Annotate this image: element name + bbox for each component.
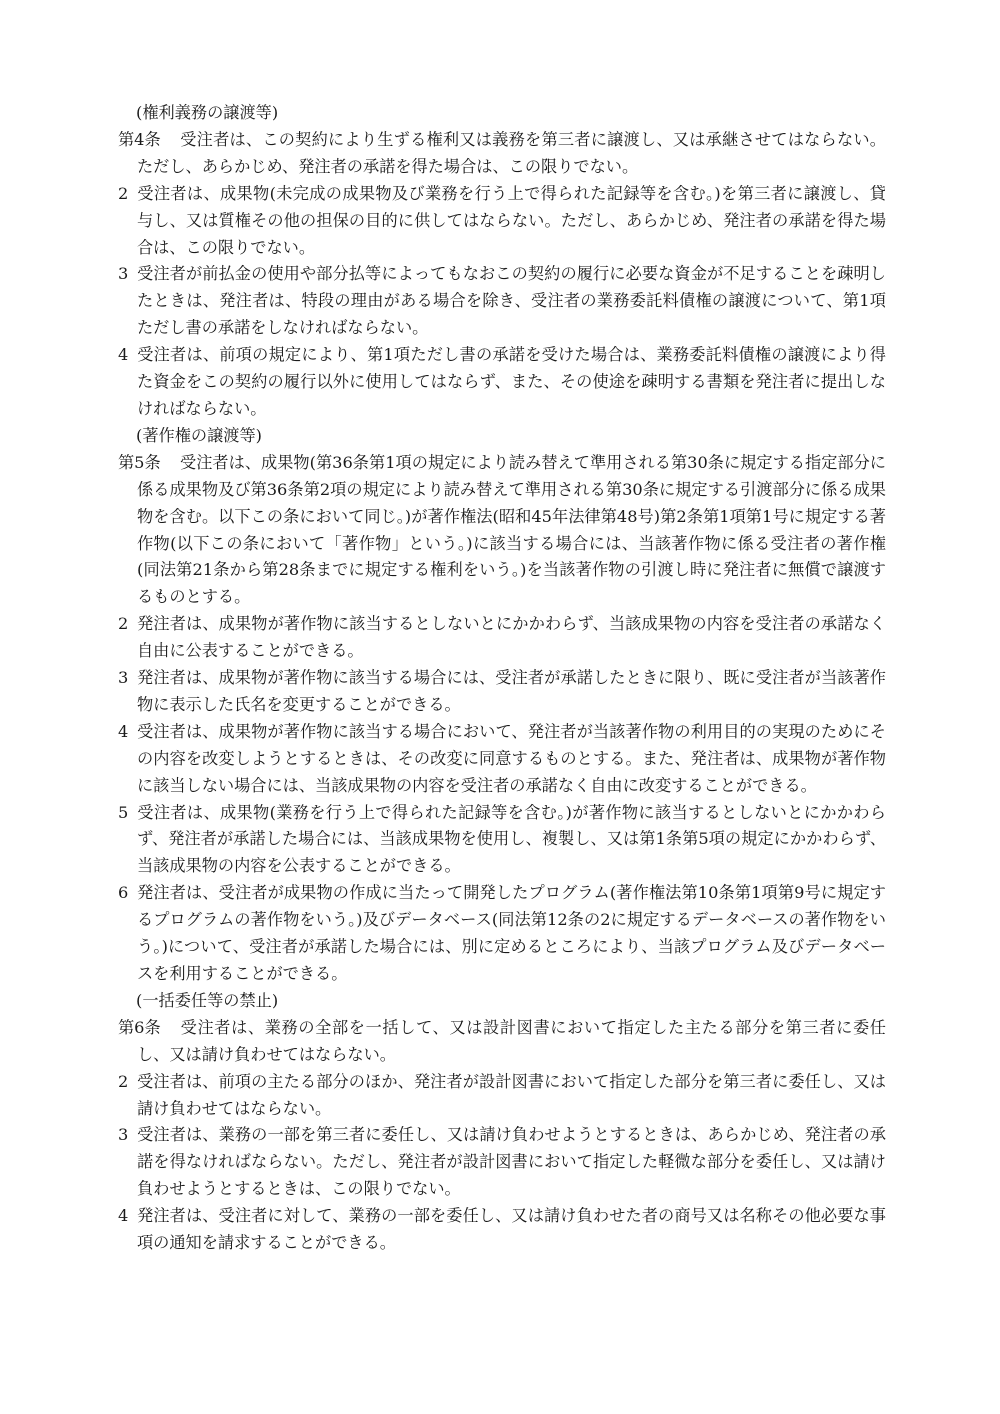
- item-text: 受注者は、成果物が著作物に該当する場合において、発注者が当該著作物の利用目的の実現のためにその内容を改変しようとするときは、その改変に同意するものとする。また、発注者は、成果物が著作物に該当しない場合には、当該成果物の内容を受注者の承諾なく自由に改変することができる。: [137, 721, 886, 795]
- paragraph-item: [118, 1203, 886, 1257]
- paragraph-item: [118, 611, 886, 665]
- item-text: 受注者は、成果物(業務を行う上で得られた記録等を含む。)が著作物に該当するとしないとにかかわらず、発注者が承諾した場合には、当該成果物を使用し、複製し、又は第1条第5項の規定にかかわらず、当該成果物の内容を公表することができる。: [137, 802, 886, 876]
- paragraph-item: [118, 342, 886, 423]
- article-heading: (著作権の譲渡等): [136, 425, 262, 445]
- item-text: 発注者は、成果物が著作物に該当するとしないとにかかわらず、当該成果物の内容を受注者の承諾なく自由に公表することができる。: [137, 614, 886, 661]
- item-text: 発注者は、受注者に対して、業務の一部を委任し、又は請け負わせた者の商号又は名称その他必要な事項の通知を請求することができる。: [137, 1206, 886, 1253]
- item-text: 受注者は、前項の主たる部分のほか、発注者が設計図書において指定した部分を第三者に委任し、又は請け負わせてはならない。: [137, 1071, 886, 1118]
- item-text: 発注者は、成果物が著作物に該当する場合には、受注者が承諾したときに限り、既に受注者が当該著作物に表示した氏名を変更することができる。: [137, 668, 886, 714]
- item-number: 2: [118, 1071, 129, 1091]
- article-heading: (権利義務の譲渡等): [136, 103, 279, 122]
- article-5-section: [118, 423, 886, 988]
- article-text: 受注者は、この契約により生ずる権利又は義務を第三者に譲渡し、又は承継させてはならない。ただし、あらかじめ、発注者の承諾を得た場合は、この限りでない。: [137, 129, 886, 176]
- article-text: 受注者は、成果物(第36条第1項の規定により読み替えて準用される第30条に規定する指定部分に係る成果物及び第36条第2項の規定により読み替えて準用される第30条に規定する引渡部分に係る成果物を含む。以下この条において同じ。)が著作権法(昭和45年法律第48号)第2条第1項第1号に規定する著作物(以下この条において「著作物」という。)に該当する場合には、当該著作物に係る受注者の著作権(同法第21条から第28条までに規定する権利をいう。)を当該著作物の引渡し時に発注者に無償で譲渡するものとする。: [137, 452, 886, 607]
- article-number: 第5条: [118, 452, 161, 472]
- paragraph-item: [118, 181, 886, 262]
- item-number: 2: [118, 614, 129, 634]
- paragraph-item: [118, 800, 886, 881]
- item-text: 発注者は、受注者が成果物の作成に当たって開発したプログラム(著作権法第10条第1項第9号に規定するプログラムの著作物をいう。)及びデータベース(同法第12条の2に規定するデータベースの著作物をいう。)について、受注者が承諾した場合には、別に定めるところにより、当該プログラム及びデータベースを利用することができる。: [137, 883, 886, 983]
- article-main-paragraph: [118, 1015, 886, 1069]
- article-6-section: [118, 988, 886, 1257]
- item-text: 受注者は、成果物(未完成の成果物及び業務を行う上で得られた記録等を含む。)を第三者に譲渡し、貸与し、又は質権その他の担保の目的に供してはならない。ただし、あらかじめ、発注者の承諾を得た場合は、この限りでない。: [137, 183, 886, 257]
- paragraph-item: [118, 1122, 886, 1203]
- item-text: 受注者は、前項の規定により、第1項ただし書の承諾を受けた場合は、業務委託料債権の譲渡により得た資金をこの契約の履行以外に使用してはならず、また、その使途を疎明する書類を発注者に提出しなければならない。: [137, 345, 886, 418]
- article-4-section: [118, 100, 886, 423]
- paragraph-item: [118, 1069, 886, 1123]
- item-number: 3: [118, 668, 129, 688]
- item-number: 6: [118, 883, 129, 903]
- item-number: 4: [118, 345, 129, 365]
- item-number: 5: [118, 802, 129, 822]
- item-number: 4: [118, 721, 129, 741]
- item-text: 受注者は、業務の一部を第三者に委任し、又は請け負わせようとするときは、あらかじめ、発注者の承諾を得なければならない。ただし、発注者が設計図書において指定した軽微な部分を委任し、又は請け負わせようとするときは、この限りでない。: [137, 1125, 886, 1199]
- article-main-paragraph: [118, 127, 886, 181]
- contract-body: [118, 100, 886, 1257]
- paragraph-item: [118, 665, 886, 719]
- paragraph-item: [118, 880, 886, 988]
- article-heading: (一括委任等の禁止): [136, 990, 279, 1010]
- article-text: 受注者は、業務の全部を一括して、又は設計図書において指定した主たる部分を第三者に委任し、又は請け負わせてはならない。: [137, 1017, 886, 1064]
- article-number: 第6条: [118, 1017, 161, 1037]
- item-text: 受注者が前払金の使用や部分払等によってもなおこの契約の履行に必要な資金が不足することを疎明したときは、発注者は、特段の理由がある場合を除き、受注者の業務委託料債権の譲渡について、第1項ただし書の承諾をしなければならない。: [137, 264, 886, 338]
- paragraph-item: [118, 261, 886, 342]
- paragraph-item: [118, 719, 886, 800]
- item-number: 3: [118, 1125, 129, 1145]
- item-number: 4: [118, 1206, 129, 1226]
- article-number: 第4条: [118, 129, 161, 149]
- article-main-paragraph: [118, 450, 886, 611]
- item-number: 2: [118, 183, 129, 203]
- item-number: 3: [118, 264, 129, 284]
